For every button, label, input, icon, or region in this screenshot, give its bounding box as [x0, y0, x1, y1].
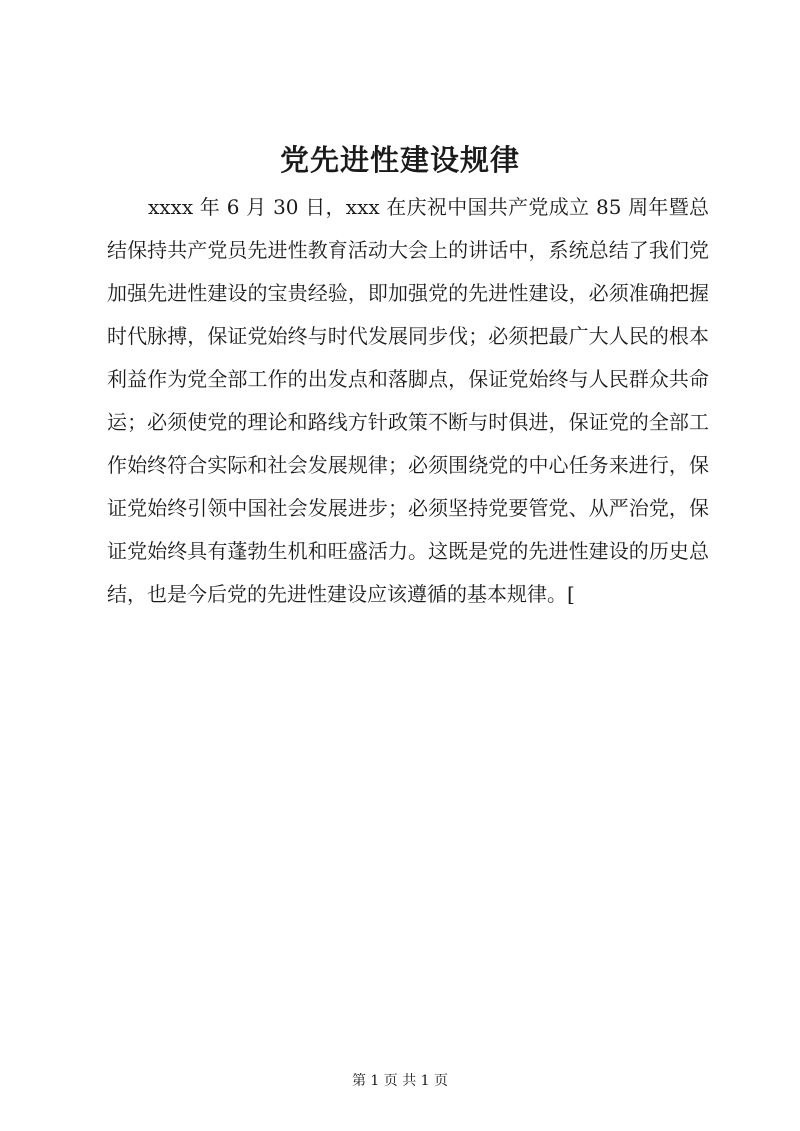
body-paragraph: xxxx 年 6 月 30 日，xxx 在庆祝中国共产党成立 85 周年暨总结保持共产党员先进性教育活动大会上的讲话中，系统总结了我们党加强先进性建设的宝贵经验，即加强党的先进性建设，必须准确把握时代脉搏，保证党始终与时代发展同步伐；必须把最广大人民的根本利益作为党全部工作的出发点和落脚点，保证党始终与人民群众共命运；必须使党的理论和路线方针政策不断与时俱进，保证党的全部工作始终符合实际和社会发展规律；必须围绕党的中心任务来进行，保证党始终引领中国社会发展进步；必须坚持党要管党、从严治党，保证党始终具有蓬勃生机和旺盛活力。这既是党的先进性建设的历史总结，也是今后党的先进性建设应该遵循的基本规律。[: [107, 195, 709, 606]
document-title: 党先进性建设规律: [279, 143, 520, 177]
page-footer: 第 1 页 共 1 页: [351, 1073, 449, 1089]
